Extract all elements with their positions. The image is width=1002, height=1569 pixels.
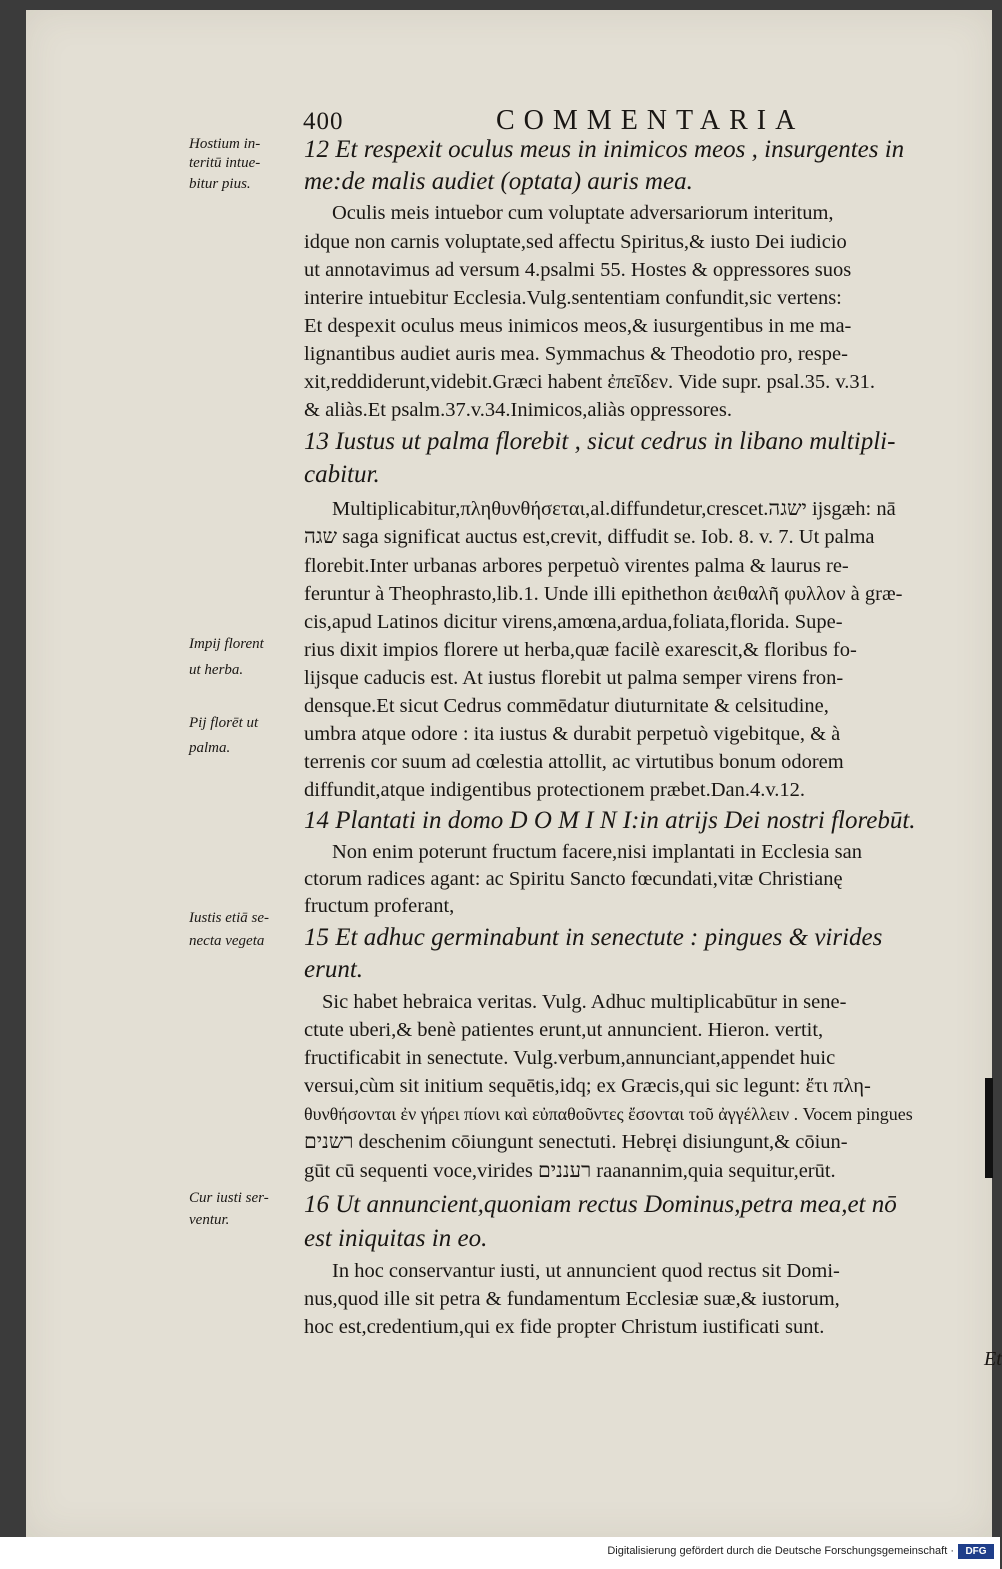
margin-note-line: teritū intue- bbox=[189, 155, 261, 171]
text-line: idque non carnis voluptate,sed affectu Spiritus,& iusto Dei iudicio bbox=[304, 231, 847, 253]
text-line: ctute uberi,& benè patientes erunt,ut annuncient. Hieron. vertit, bbox=[304, 1019, 824, 1041]
verse-heading: cabitur. bbox=[304, 461, 380, 488]
text-line: versui,cùm sit initium sequētis,idq; ex Græcis,qui sic legunt: ἔτι πλη- bbox=[304, 1075, 871, 1097]
text-line: Sic habet hebraica veritas. Vulg. Adhuc multiplicabūtur in sene- bbox=[322, 991, 847, 1013]
text-line: hoc est,credentium,qui ex fide propter Christum iustificati sunt. bbox=[304, 1316, 825, 1338]
verse-heading: 13 Iustus ut palma florebit , sicut cedrus in libano multipli- bbox=[304, 428, 896, 455]
text-line: rius dixit impios florere ut herba,quæ facilè exarescit,& floribus fo- bbox=[304, 639, 857, 661]
running-title: COMMENTARIA bbox=[496, 105, 805, 136]
page-number: 400 bbox=[303, 108, 344, 135]
text-line: Multiplicabitur,πληθυνθήσεται,al.diffundetur,crescet.ישגה ijsgæh: nā bbox=[332, 498, 896, 520]
text-line: θυνθήσονται ἐν γήρει πίονι καὶ εὐπαθοῦντες ἔσονται τοῦ ἀγγέλλειν . Vocem pingues bbox=[304, 1104, 913, 1124]
margin-note-line: ventur. bbox=[189, 1212, 230, 1228]
footer-bar bbox=[0, 1537, 1000, 1569]
text-line: interire intuebitur Ecclesia.Vulg.sententiam confundit,sic vertens: bbox=[304, 287, 842, 309]
text-line: Et despexit oculus meus inimicos meos,& iusurgentibus in me ma- bbox=[304, 315, 852, 337]
text-line: שגה saga significat auctus est,crevit, diffudit se. Iob. 8. v. 7. Ut palma bbox=[304, 526, 875, 548]
catchword: Et bbox=[984, 1348, 1002, 1370]
verse-heading: erunt. bbox=[304, 956, 364, 983]
text-line: lignantibus audiet auris mea. Symmachus & Theodotio pro, respe- bbox=[304, 343, 848, 365]
text-line: ut annotavimus ad versum 4.psalmi 55. Hostes & oppressores suos bbox=[304, 259, 852, 281]
text-line: nus,quod ille sit petra & fundamentum Ecclesiæ suæ,& iustorum, bbox=[304, 1288, 840, 1310]
text-line: diffundit,atque indigentibus protectionem præbet.Dan.4.v.12. bbox=[304, 779, 806, 801]
verse-heading: 12 Et respexit oculus meus in inimicos meos , insurgentes in bbox=[304, 136, 905, 163]
verse-heading: est iniquitas in eo. bbox=[304, 1225, 488, 1252]
verse-heading: me:de malis audiet (optata) auris mea. bbox=[304, 168, 693, 195]
margin-note-line: Pij florēt ut bbox=[189, 715, 259, 731]
verse-heading: 15 Et adhuc germinabunt in senectute : pingues & virides bbox=[304, 924, 883, 951]
margin-note-line: Hostium in- bbox=[189, 136, 261, 152]
funding-note: Digitalisierung gefördert durch die Deutsche Forschungsgemeinschaft · bbox=[607, 1545, 954, 1557]
margin-note-line: Cur iusti ser- bbox=[189, 1190, 269, 1206]
margin-note-line: necta vegeta bbox=[189, 933, 265, 949]
text-line: xit,reddiderunt,videbit.Græci habent ἐπεῖδεν. Vide supr. psal.35. v.31. bbox=[304, 371, 876, 393]
text-line: feruntur à Theophrasto,lib.1. Unde illi epithethon ἀειθαλῆ φυλλον à græ- bbox=[304, 583, 903, 605]
margin-note-line: Impij florent bbox=[189, 636, 264, 652]
text-line: ctorum radices agant: ac Spiritu Sancto fœcundati,vitæ Christianę bbox=[304, 868, 843, 890]
text-line: cis,apud Latinos dicitur virens,amœna,ardua,foliata,florida. Supe- bbox=[304, 611, 843, 633]
text-line: lijsque caducis est. At iustus florebit ut palma semper virens fron- bbox=[304, 667, 844, 689]
text-line: terrenis cor suum ad cœlestia attollit, ac virtutibus bonum odorem bbox=[304, 751, 844, 773]
text-line: & aliàs.Et psalm.37.v.34.Inimicos,aliàs oppressores. bbox=[304, 399, 732, 421]
margin-note-line: palma. bbox=[189, 740, 231, 756]
text-line: fructificabit in senectute. Vulg.verbum,annunciant,appendet huic bbox=[304, 1047, 836, 1069]
margin-note-line: ut herba. bbox=[189, 662, 244, 678]
margin-note-line: bitur pius. bbox=[189, 176, 251, 192]
text-line: In hoc conservantur iusti, ut annuncient quod rectus sit Domi- bbox=[332, 1260, 840, 1282]
verse-heading: 14 Plantati in domo D O M I N I:in atrijs Dei nostri florebūt. bbox=[304, 807, 916, 834]
text-line: gūt cū sequenti voce,virides רעננים raanannim,quia sequitur,erūt. bbox=[304, 1160, 836, 1182]
text-line: florebit.Inter urbanas arbores perpetuò virentes palma & laurus re- bbox=[304, 555, 849, 577]
text-line: densque.Et sicut Cedrus commēdatur diuturnitate & celsitudine, bbox=[304, 695, 829, 717]
book-page bbox=[26, 10, 1002, 1537]
dfg-logo[interactable]: DFG bbox=[958, 1544, 994, 1559]
text-line: Oculis meis intuebor cum voluptate adversariorum interitum, bbox=[332, 202, 834, 224]
page-edge-marker bbox=[985, 1078, 993, 1178]
margin-note-line: Iustis etiā se- bbox=[189, 910, 269, 926]
text-line: fructum proferant, bbox=[304, 895, 455, 917]
text-line: Non enim poterunt fructum facere,nisi implantati in Ecclesia san bbox=[332, 841, 862, 863]
text-line: umbra atque odore : ita iustus & durabit perpetuò vigebitque, & à bbox=[304, 723, 841, 745]
text-line: רשנים deschenim cōiungunt senectuti. Hebręi disiungunt,& cōiun- bbox=[304, 1131, 848, 1153]
verse-heading: 16 Ut annuncient,quoniam rectus Dominus,petra mea,et nō bbox=[304, 1191, 897, 1218]
